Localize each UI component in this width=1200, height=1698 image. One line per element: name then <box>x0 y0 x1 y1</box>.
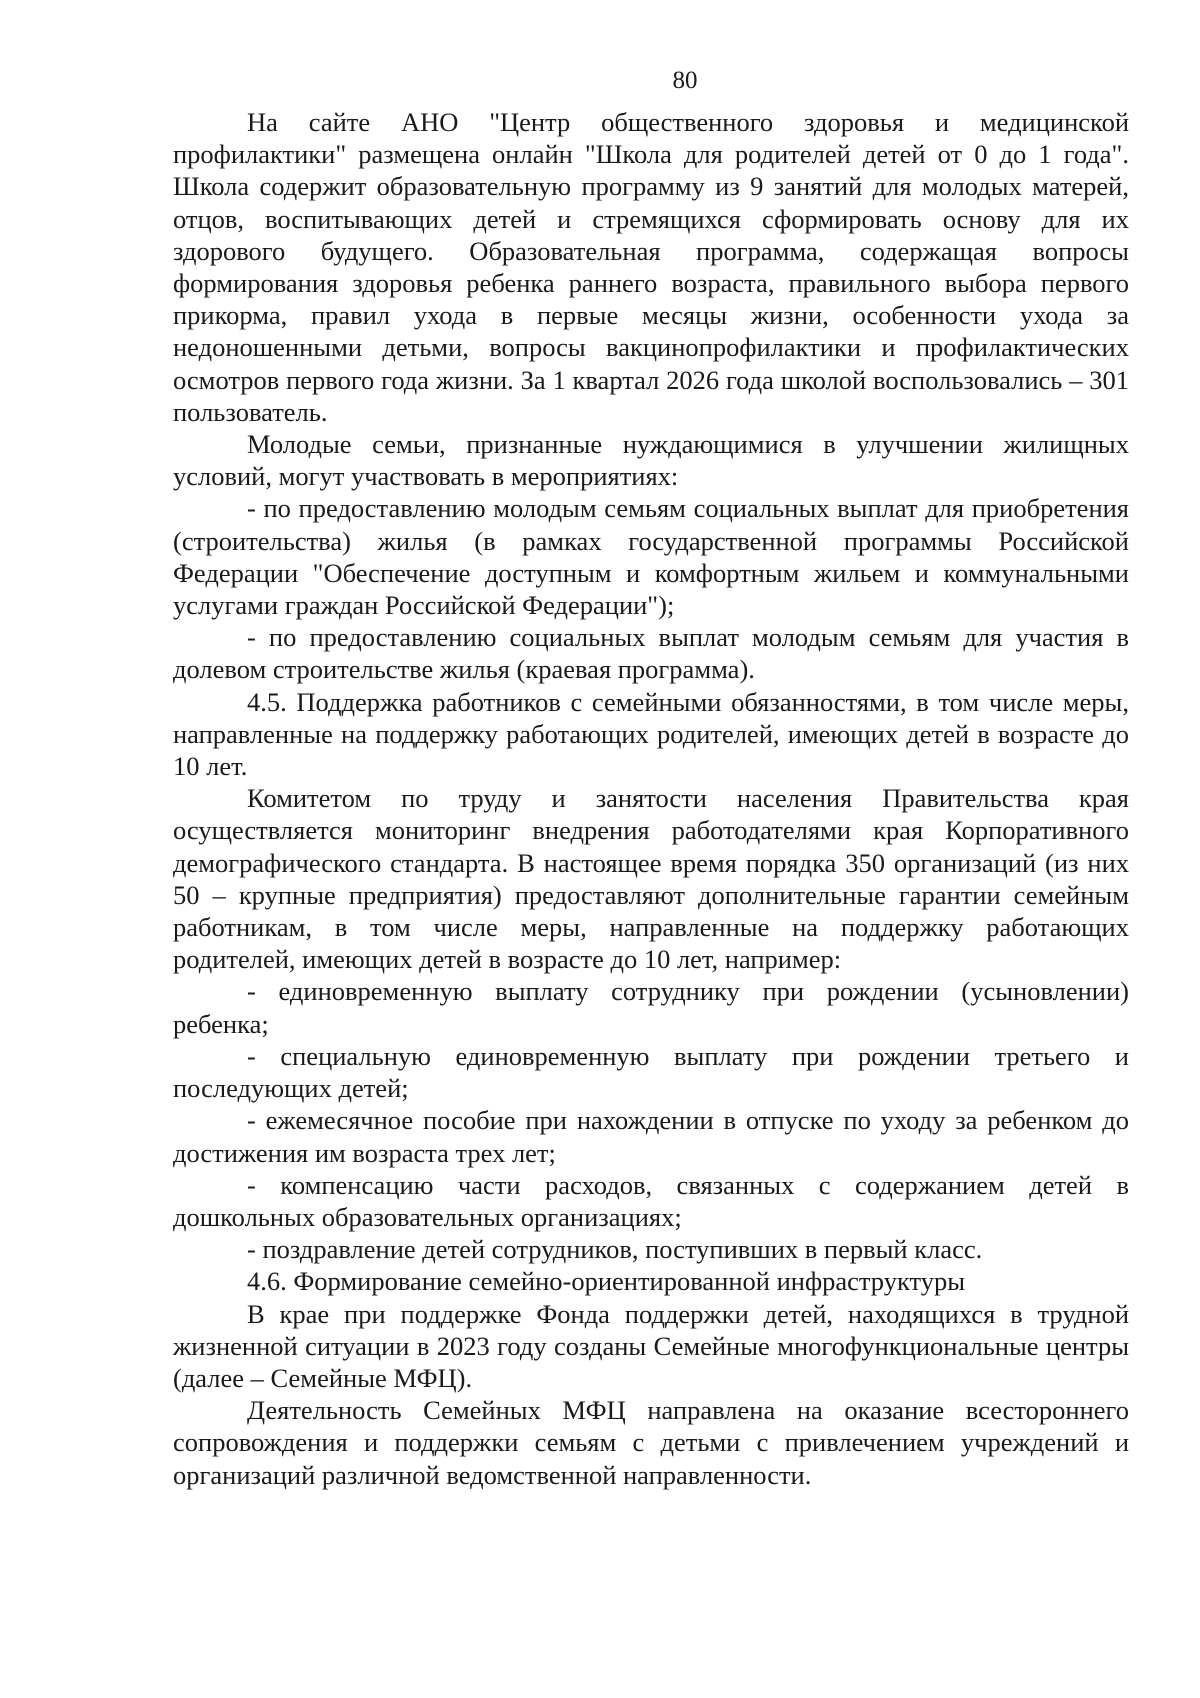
document-body <box>173 106 1129 1491</box>
list-item-preschool-compensation: - компенсацию части расходов, связанных с содержанием детей в дошкольных образовательных организациях; <box>173 1169 1129 1232</box>
section-heading-4-5: 4.5. Поддержка работников с семейными обязанностями, в том числе меры, направленные на поддержку работающих родителей, имеющих детей в возрасте до 10 лет. <box>173 686 1129 782</box>
paragraph-school-for-parents: На сайте АНО "Центр общественного здоровья и медицинской профилактики" размещена онлайн "Школа для родителей детей от 0 до 1 года". Школа содержит образовательную программу из 9 занятий для молодых матерей, отцов, воспитывающих детей и стремящихся сформировать основу для их здорового будущего. Образовательная программа, содержащая вопросы формирования здоровья ребенка раннего возраста, правильного выбора первого прикорма, правил ухода в первые месяцы жизни, особенности ухода за недоношенными детьми, вопросы вакцинопрофилактики и профилактических осмотров первого года жизни. За 1 квартал 2026 года школой воспользовались – 301 пользователь. <box>173 107 1129 427</box>
section-heading-4-6: 4.6. Формирование семейно-ориентированной инфраструктуры <box>247 1266 966 1297</box>
paragraph-family-mfc-created: В крае при поддержке Фонда поддержки детей, находящихся в трудной жизненной ситуации в 2023 году созданы Семейные многофункциональные центры (далее – Семейные МФЦ). <box>173 1298 1129 1393</box>
list-item-housing-payments: - по предоставлению молодым семьям социальных выплат для приобретения (строительства) жилья (в рамках государственной программы Российской Федерации "Обеспечение доступным и комфортным жильем и коммунальными услугами граждан Российской Федерации"); <box>173 493 1129 621</box>
page-number: 80 <box>672 67 698 94</box>
list-item-first-grade-congratulation: - поздравление детей сотрудников, поступивших в первый класс. <box>247 1234 983 1265</box>
list-item-shared-construction: - по предоставлению социальных выплат молодым семьям для участия в долевом строительстве жилья (краевая программа). <box>173 622 1129 685</box>
paragraph-labor-committee: Комитетом по труду и занятости населения Правительства края осуществляется мониторинг внедрения работодателями края Корпоративного демографического стандарта. В настоящее время порядка 350 организаций (из них 50 – крупные предприятия) предоставляют дополнительные гарантии семейным работникам, в том числе меры, направленные на поддержку работающих родителей, имеющих детей в возрасте до 10 лет, например: <box>173 783 1129 975</box>
list-item-third-child-payment: - специальную единовременную выплату при рождении третьего и последующих детей; <box>173 1040 1129 1104</box>
list-item-monthly-allowance: - ежемесячное пособие при нахождении в отпуске по уходу за ребенком до достижения им возраста трех лет; <box>173 1105 1129 1168</box>
paragraph-family-mfc-activity: Деятельность Семейных МФЦ направлена на оказание всестороннего сопровождения и поддержки семьям с детьми с привлечением учреждений и организаций различной ведомственной направленности. <box>173 1395 1129 1490</box>
list-item-birth-payment: - единовременную выплату сотруднику при рождении (усыновлении) ребенка; <box>173 976 1129 1039</box>
paragraph-young-families: Молодые семьи, признанные нуждающимися в улучшении жилищных условий, могут участвовать в мероприятиях: <box>173 429 1129 492</box>
